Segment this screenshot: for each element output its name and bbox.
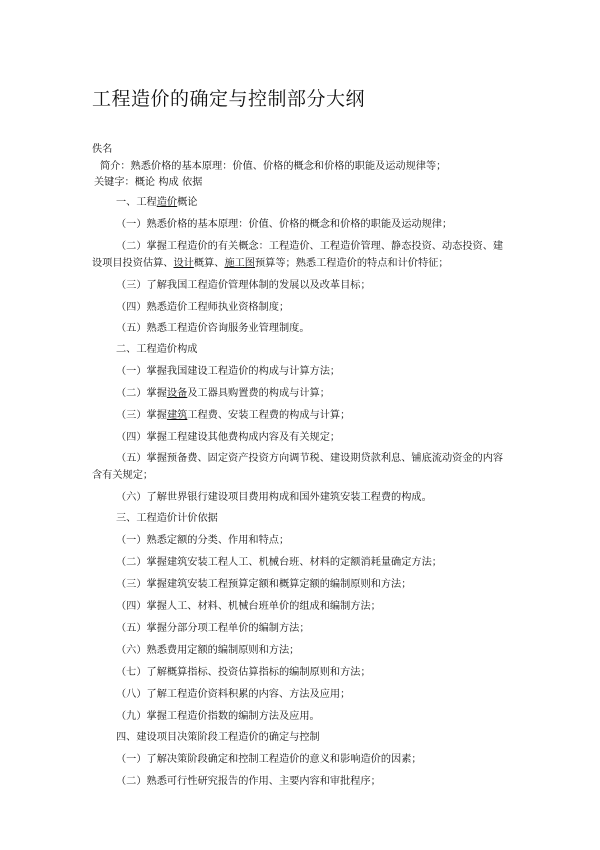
list-item: （二）熟悉可行性研究报告的作用、主要内容和审批程序； [116, 776, 381, 787]
text: 概算、 [193, 258, 225, 269]
section-2-heading: 二、工程造价构成 [116, 344, 198, 355]
keywords: 关键字：概论 构成 依据 [94, 177, 203, 188]
list-item: （一）掌握我国建设工程造价的构成与计算方法； [116, 366, 341, 377]
page-title: 工程造价的确定与控制部分大纲 [92, 88, 366, 110]
list-item: （二）掌握工程造价的有关概念：工程造价、工程造价管理、静态投资、动态投资、建 [116, 241, 504, 252]
list-item: （四）掌握工程建设其他费构成内容及有关规定； [116, 432, 341, 443]
list-item [116, 387, 330, 401]
text: 预算等；熟悉工程造价的特点和计价特征； [255, 258, 449, 269]
list-item-continuation [92, 257, 449, 271]
list-item: （八）了解工程造价资料积累的内容、方法及应用； [116, 689, 351, 700]
list-item: （一）熟悉价格的基本原理：价值、价格的概念和价格的职能及运动规律； [116, 219, 453, 230]
text: 设项目投资估算、 [92, 258, 174, 269]
text: 及工器具购置费的构成与计算； [187, 388, 330, 399]
list-item: （一）熟悉定额的分类、作用和特点； [116, 535, 290, 546]
list-item: （六）了解世界银行建设项目费用构成和国外建筑安装工程费的构成。 [116, 492, 432, 503]
section-4-heading: 四、建设项目决策阶段工程造价的确定与控制 [116, 732, 320, 743]
list-item: （五）掌握预备费、固定资产投资方向调节税、建设期贷款利息、铺底流动资金的内容 [116, 453, 504, 464]
list-item: （三）掌握建筑安装工程预算定额和概算定额的编制原则和方法； [116, 579, 412, 590]
list-item: （七）了解概算指标、投资估算指标的编制原则和方法； [116, 667, 371, 678]
list-item: （四）熟悉造价工程师执业资格制度； [116, 302, 290, 313]
list-item: （六）熟悉费用定额的编制原则和方法； [116, 645, 300, 656]
list-item: （一）了解决策阶段确定和控制工程造价的意义和影响造价的因素； [116, 754, 422, 765]
link-shebei[interactable]: 设备 [166, 388, 188, 399]
list-item: （四）掌握人工、材料、机械台班单价的组成和编制方法； [116, 601, 381, 612]
section-1-heading [116, 196, 198, 210]
section-3-heading: 三、工程造价计价依据 [116, 513, 218, 524]
list-item-continuation: 含有关规定； [92, 470, 154, 481]
text: 工程费、安装工程费的构成与计算； [187, 410, 351, 421]
list-item [116, 409, 350, 423]
text: （二）掌握 [116, 388, 167, 399]
list-item: （二）掌握建筑安装工程人工、机械台班、材料的定额消耗量确定方法； [116, 557, 442, 568]
heading-text: 一、工程 [116, 197, 157, 208]
link-shigongtu[interactable]: 施工图 [224, 258, 255, 269]
heading-text: 概论 [177, 197, 198, 208]
list-item: （三）了解我国工程造价管理体制的发展以及改革目标； [116, 280, 371, 291]
text: （三）掌握 [116, 410, 167, 421]
list-item: （九）掌握工程造价指数的编制方法及应用。 [116, 711, 320, 722]
link-jianzhu[interactable]: 建筑 [166, 410, 188, 421]
author: 佚名 [92, 144, 113, 155]
link-zaojia[interactable]: 造价 [156, 197, 178, 208]
list-item: （五）熟悉工程造价咨询服务业管理制度。 [116, 323, 310, 334]
link-sheji[interactable]: 设计 [173, 258, 194, 269]
summary: 简介：熟悉价格的基本原理：价值、价格的概念和价格的职能及运动规律等； [100, 161, 447, 172]
list-item: （五）掌握分部分项工程单价的编制方法； [116, 623, 310, 634]
